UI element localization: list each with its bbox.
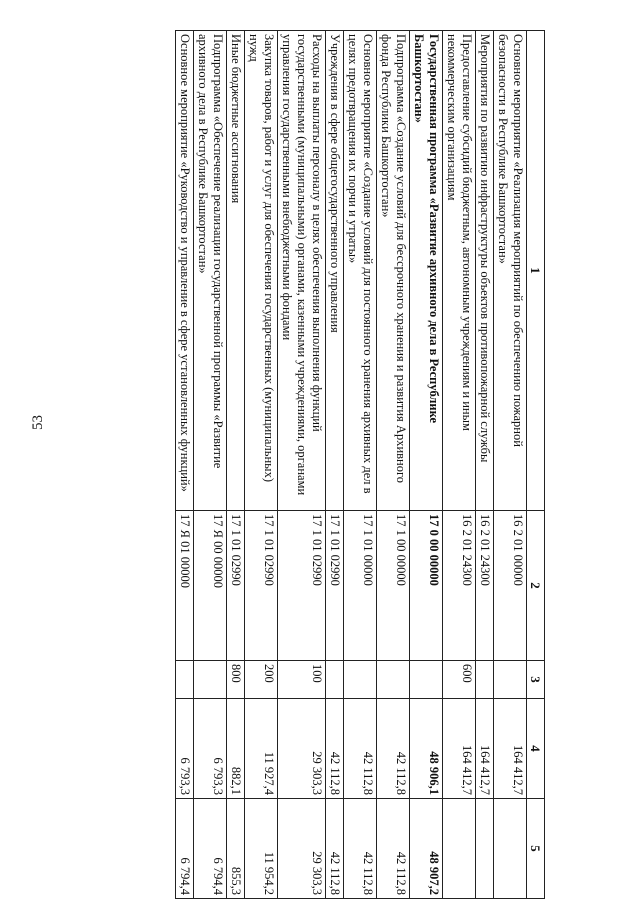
cell-name: Государственная программа «Развитие архивного дела в Республике Башкортостан» [410, 31, 443, 511]
rotated-table-container [75, 30, 545, 898]
cell-amount-4: 164 412,7 [443, 699, 476, 799]
cell-amount-4: 48 906,1 [410, 699, 443, 799]
cell-amount-4: 6 793,3 [194, 699, 227, 799]
cell-name: Закупка товаров, работ и услуг для обеспечения государственных (муниципальных) нужд [245, 31, 278, 511]
table-row [326, 31, 344, 899]
cell-name: Мероприятия по развитию инфраструктуры объектов противопожарной службы [476, 31, 494, 511]
cell-amount-4: 11 927,4 [245, 699, 278, 799]
cell-expense-type [326, 661, 344, 699]
cell-amount-5 [443, 799, 476, 899]
column-header: 4 [527, 699, 545, 799]
table-row [377, 31, 410, 899]
cell-expense-type [494, 661, 527, 699]
table-row [227, 31, 245, 899]
cell-code: 17 Я 01 00000 [176, 511, 194, 661]
table-row [194, 31, 227, 899]
cell-amount-5: 42 112,8 [377, 799, 410, 899]
cell-name: Иные бюджетные ассигнования [227, 31, 245, 511]
column-header: 2 [527, 511, 545, 661]
cell-amount-5: 11 954,2 [245, 799, 278, 899]
cell-name: Основное мероприятие «Руководство и управление в сфере установленных функций» [176, 31, 194, 511]
cell-code: 16 2 01 00000 [494, 511, 527, 661]
cell-amount-5: 6 794,4 [176, 799, 194, 899]
cell-name: Основное мероприятие «Реализация мероприятий по обеспечению пожарной безопасности в Республике Башкортостан» [494, 31, 527, 511]
cell-name: Предоставление субсидий бюджетным, автономным учреждениям и иным некоммерческим организациям [443, 31, 476, 511]
cell-amount-4: 29 303,3 [278, 699, 326, 799]
cell-code: 17 Я 00 00000 [194, 511, 227, 661]
cell-expense-type [410, 661, 443, 699]
cell-amount-5: 855,3 [227, 799, 245, 899]
cell-expense-type [476, 661, 494, 699]
cell-amount-5: 29 303,3 [278, 799, 326, 899]
cell-amount-4: 164 412,7 [494, 699, 527, 799]
column-header: 1 [527, 31, 545, 511]
cell-amount-4: 164 412,7 [476, 699, 494, 799]
column-header: 5 [527, 799, 545, 899]
cell-expense-type: 800 [227, 661, 245, 699]
table-body [176, 31, 527, 899]
cell-name: Подпрограмма «Обеспечение реализации государственной программы «Развитие архивного дела в Республике Башкортостан» [194, 31, 227, 511]
budget-table [175, 30, 545, 899]
table-row [245, 31, 278, 899]
cell-code: 17 1 01 02990 [245, 511, 278, 661]
cell-expense-type: 600 [443, 661, 476, 699]
table-row [494, 31, 527, 899]
cell-code: 17 1 01 02990 [278, 511, 326, 661]
cell-expense-type [344, 661, 377, 699]
cell-name: Основное мероприятие «Создание условий для постоянного хранения архивных дел в целях предотвращения их порчи и утраты» [344, 31, 377, 511]
cell-expense-type: 200 [245, 661, 278, 699]
cell-amount-4: 42 112,8 [377, 699, 410, 799]
cell-expense-type [377, 661, 410, 699]
cell-amount-4: 42 112,8 [326, 699, 344, 799]
cell-name: Учреждения в сфере общегосударственного управления [326, 31, 344, 511]
cell-code: 16 2 01 24300 [476, 511, 494, 661]
header-row [527, 31, 545, 899]
cell-code: 16 2 01 24300 [443, 511, 476, 661]
table-row [278, 31, 326, 899]
cell-code: 17 1 01 02990 [227, 511, 245, 661]
cell-amount-5: 6 794,4 [194, 799, 227, 899]
cell-expense-type: 100 [278, 661, 326, 699]
table-row [344, 31, 377, 899]
column-header: 3 [527, 661, 545, 699]
cell-name: Расходы на выплаты персоналу в целях обеспечения выполнения функций государственными (муниципальными) органами, казенными учреждениями, органами управления государственными внебюджетными фондами [278, 31, 326, 511]
cell-expense-type [176, 661, 194, 699]
cell-amount-5: 42 112,8 [326, 799, 344, 899]
cell-name: Подпрограмма «Создание условий для бессрочного хранения и развития Архивного фонда Республики Башкортостан» [377, 31, 410, 511]
table-row [476, 31, 494, 899]
page-number: 53 [30, 415, 46, 430]
cell-amount-5 [494, 799, 527, 899]
cell-amount-5: 42 112,8 [344, 799, 377, 899]
cell-code: 17 1 01 00000 [344, 511, 377, 661]
cell-code: 17 1 01 02990 [326, 511, 344, 661]
cell-expense-type [194, 661, 227, 699]
cell-code: 17 0 00 00000 [410, 511, 443, 661]
cell-code: 17 1 00 00000 [377, 511, 410, 661]
table-row [176, 31, 194, 899]
cell-amount-5: 48 907,2 [410, 799, 443, 899]
cell-amount-4: 6 793,3 [176, 699, 194, 799]
table-row [443, 31, 476, 899]
cell-amount-4: 42 112,8 [344, 699, 377, 799]
table-row [410, 31, 443, 899]
cell-amount-5 [476, 799, 494, 899]
cell-amount-4: 882,1 [227, 699, 245, 799]
